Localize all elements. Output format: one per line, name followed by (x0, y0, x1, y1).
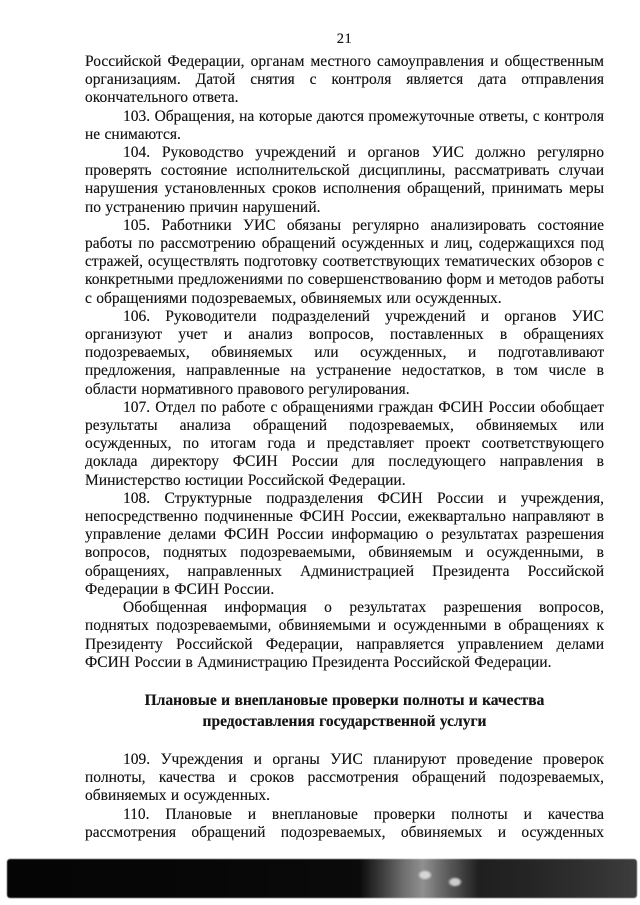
paragraph-109: 109. Учреждения и органы УИС планируют проведение проверок полноты, качества и сроков рассмотрения обращений подозреваемых, обвиняемых и осужденных. (85, 750, 604, 805)
section-heading (85, 690, 604, 732)
paragraph-105: 105. Работники УИС обязаны регулярно анализировать состояние работы по рассмотрению обращений осужденных и лиц, содержащихся под стражей, осуществлять подготовку соответствующих тематических обзоров с конкретными предложениями по совершенствованию форм и методов работы с обращениями подозреваемых, обвиняемых или осужденных. (85, 216, 604, 307)
document-body (85, 0, 604, 842)
paragraph-104: 104. Руководство учреждений и органов УИС должно регулярно проверять состояние исполнительской дисциплины, рассматривать случаи нарушения установленных сроков исполнения обращений, принимать меры по устранению причин нарушений. (85, 144, 604, 216)
paragraph-108: 108. Структурные подразделения ФСИН России и учреждения, непосредственно подчиненные ФСИН России, ежеквартально направляют в управление делами ФСИН России информацию о результатах разрешения вопросов, поднятых подозреваемыми, обвиняемым и осужденными, в обращениях, направленных Администрацией Президента Российской Федерации в ФСИН России. (85, 489, 604, 598)
page-number: 21 (336, 31, 353, 47)
paragraph-103: 103. Обращения, на которые даются промежуточные ответы, с контроля не снимаются. (85, 107, 604, 143)
paragraph-107: 107. Отдел по работе с обращениями граждан ФСИН России обобщает результаты анализа обращений подозреваемых, обвиняемых или осужденных, по итогам года и представляет проект соответствующего доклада директору ФСИН России для последующего направления в Министерство юстиции Российской Федерации. (85, 398, 604, 489)
scan-shadow-artifact (7, 859, 637, 898)
paragraph-continuation: Российской Федерации, органам местного самоуправления и общественным организациям. Датой снятия с контроля является дата отправления окончательного ответа. (85, 53, 604, 107)
paragraph-110: 110. Плановые и внеплановые проверки полноты и качества рассмотрения обращений подозреваемых, обвиняемых и осужденных (85, 805, 604, 841)
section-heading-line-1: Плановые и внеплановые проверки полноты и качества (144, 691, 545, 709)
section-heading-line-2: предоставления государственной услуги (202, 712, 487, 730)
paragraph-106: 106. Руководители подразделений учреждений и органов УИС организуют учет и анализ вопросов, поставленных в обращениях подозреваемых, обвиняемых или осужденных, и подготавливают предложения, направленные на устранение недостатков, в том числе в области нормативного правового регулирования. (85, 307, 604, 398)
paragraph-summary: Обобщенная информация о результатах разрешения вопросов, поднятых подозреваемыми, обвиняемыми и осужденными в обращениях к Президенту Российской Федерации, направляется управлением делами ФСИН России в Администрацию Президента Российской Федерации. (85, 599, 604, 671)
